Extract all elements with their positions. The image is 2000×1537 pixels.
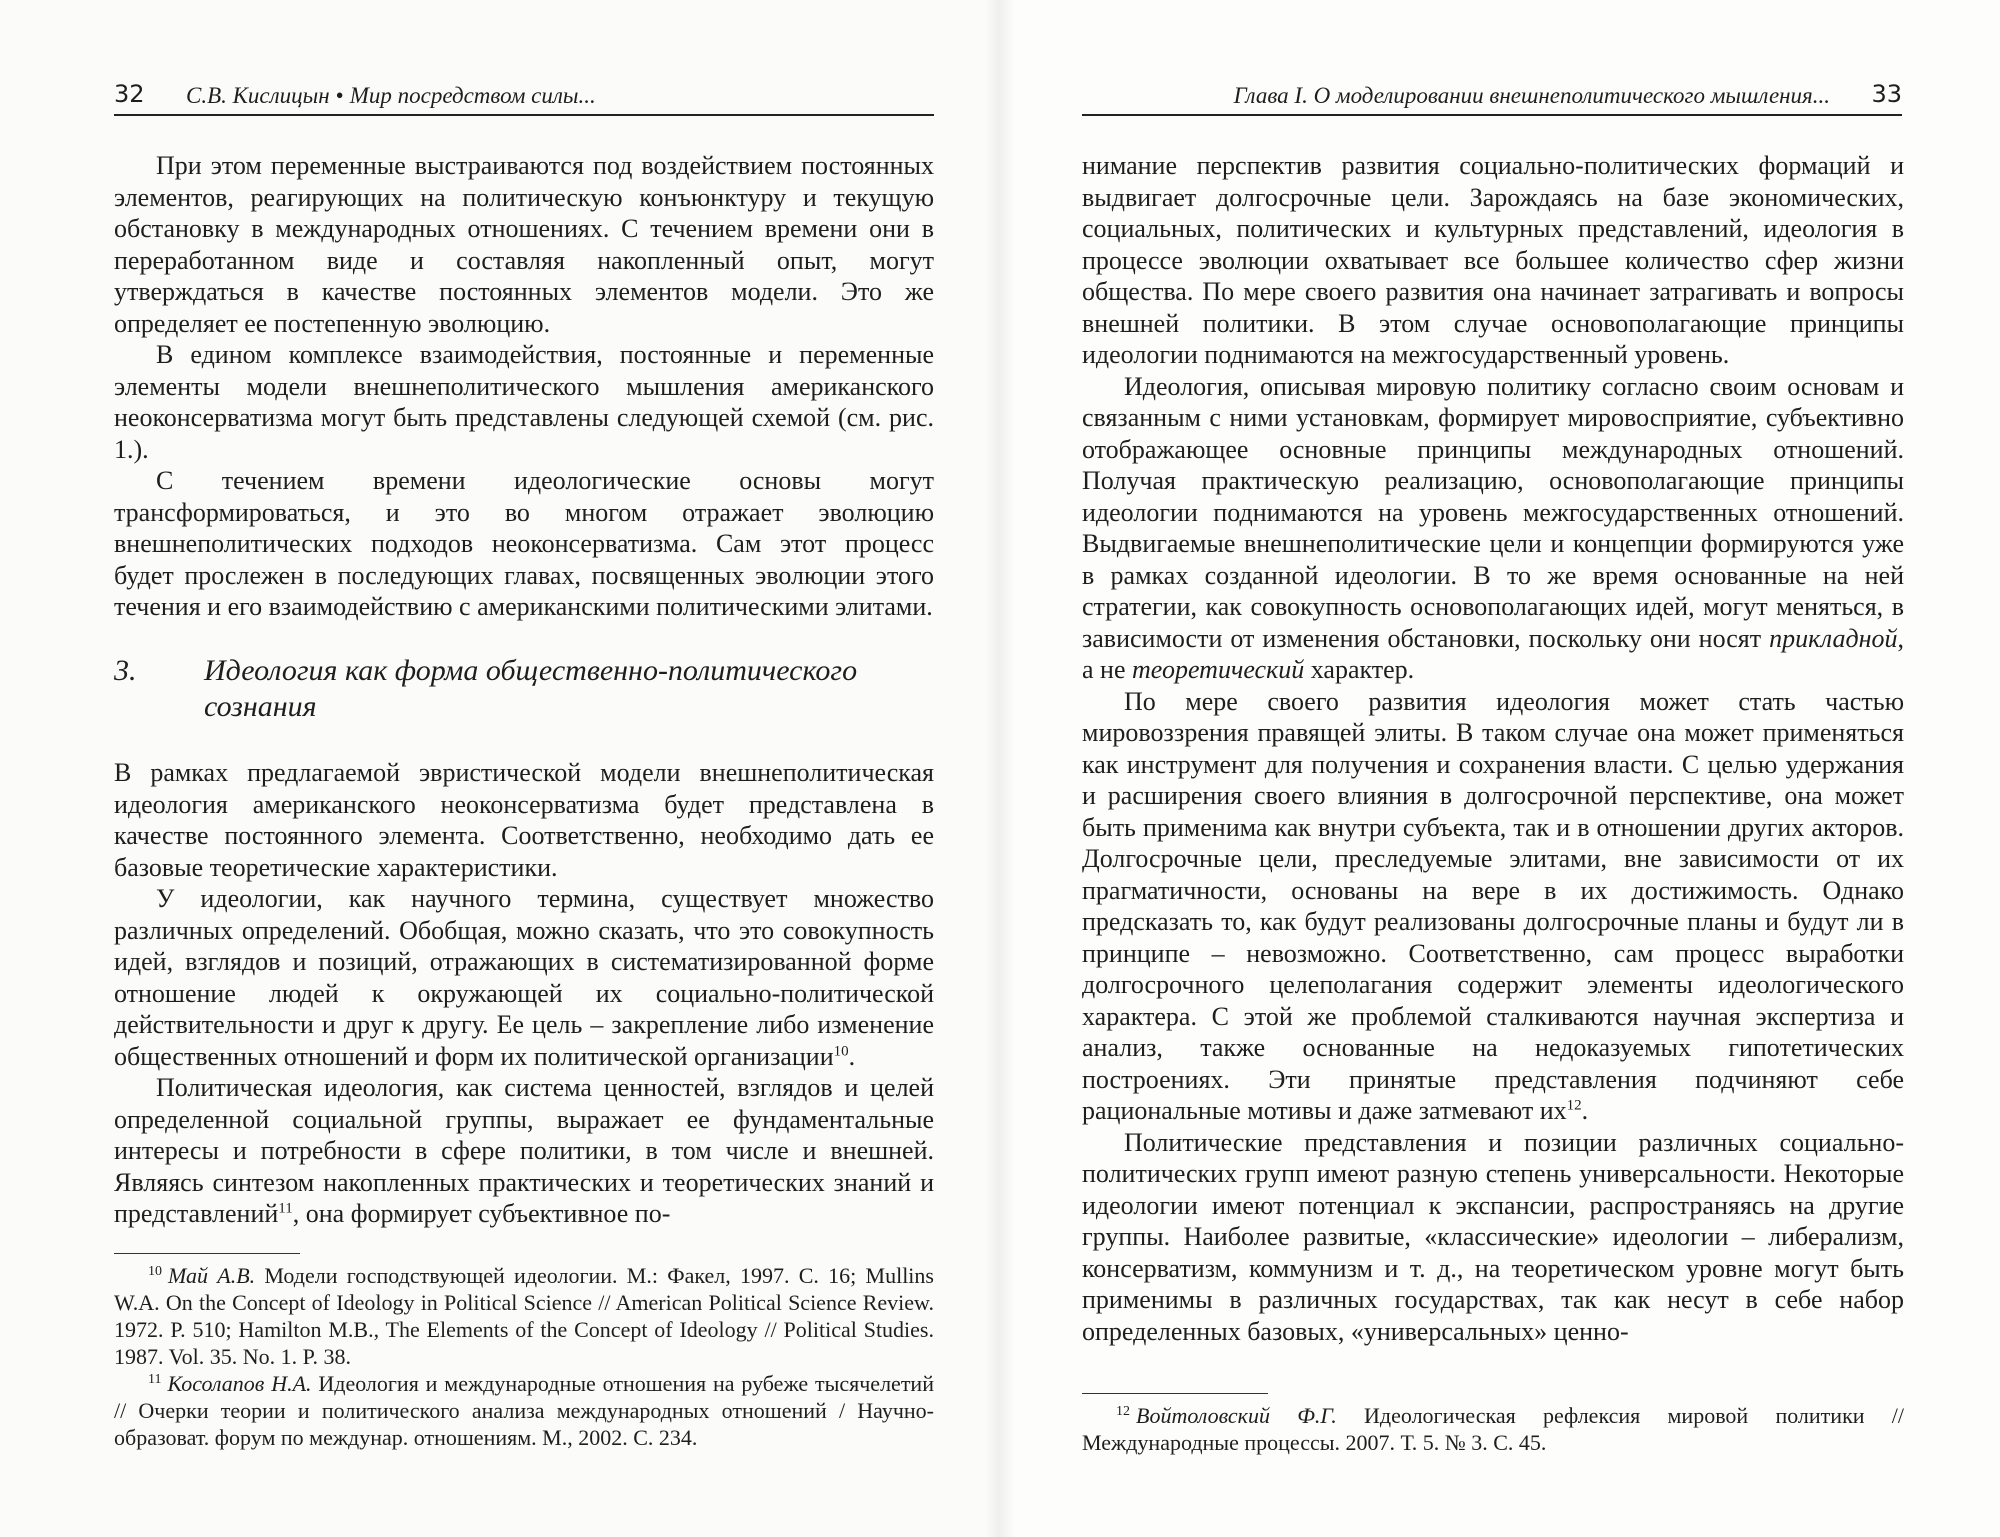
footnote-text: Идеология и международные отношения на рубеже тысячелетий // Очерки теории и политического анализа международных отношений / Научно-образоват. форум по междунар. отношениям. М., 2002. С. 234. — [114, 1371, 934, 1450]
footnote-ref[interactable]: 10 — [833, 1042, 849, 1059]
running-head-book-title: Мир посредством силы... — [349, 83, 596, 108]
section-number: 3. — [114, 654, 137, 687]
left-running-title — [186, 83, 596, 109]
left-footnotes — [114, 1262, 934, 1451]
running-head-bullet: • — [335, 83, 344, 108]
footnote-author: Войтоловский Ф.Г. — [1136, 1403, 1337, 1428]
right-running-title: Глава I. О моделировании внешнеполитического мышления... — [1233, 83, 1830, 108]
left-page-number: 32 — [114, 80, 145, 108]
book-gutter — [985, 0, 1015, 1537]
paragraph: При этом переменные выстраиваются под воздействием постоянных элементов, реагирующих на политическую конъюнктуру и текущую обстановку в международных отношениях. С течением времени они в переработанном виде и составляя накопленный опыт, могут утверждаться в качестве постоянных элементов модели. Это же определяет ее постепенную эволюцию. — [114, 151, 934, 338]
section-heading — [114, 653, 934, 725]
left-top-text — [114, 150, 934, 623]
paragraph: С течением времени идеологические основы могут трансформироваться, и это во многом отражает эволюцию внешнеполитических подходов неоконсерватизма. Сам этот процесс будет прослежен в последующих главах, посвященных эволюции этого течения и его взаимодействию с американскими политическими элитами. — [114, 466, 934, 621]
paragraph: Идеология, описывая мировую политику согласно своим основам и связанным с ними установкам, формирует мировосприятие, субъективно отображающее основные принципы международных отношений. Получая практическую реализацию, основополагающие принципы идеологии поднимаются на уровень межгосударственных отношений. Выдвигаемые внешнеполитические цели и концепции формируются уже в рамках созданной идеологии. В то же время основанные на ней стратегии, как совокупность основополагающих идей, могут меняться, в зависимости от изменения обстановки, поскольку они носят прикладной, а не теоретический характер. — [1082, 371, 1904, 684]
footnote-mark: 12 — [1116, 1403, 1130, 1419]
paragraph: Политические представления и позиции различных социально-политических групп имеют разную степень универсальности. Некоторые идеологии имеют потенциал к экспансии, распространяясь на другие группы. Наиболее развитые, «классические» идеологии – либерализм, консерватизм, коммунизм и т. д., на теоретическом уровне могут быть применимы в различных государствах, так как несут в себе набор определенных базовых, «универсальных» ценно- — [1082, 1127, 1904, 1346]
left-running-header — [114, 80, 934, 116]
right-page-number: 33 — [1871, 80, 1902, 108]
right-page — [1000, 0, 2000, 1537]
footnote-mark: 11 — [148, 1371, 162, 1387]
footnote-ref[interactable]: 11 — [278, 1200, 293, 1217]
footnote-rule — [1082, 1393, 1268, 1394]
emphasis-applied: прикладной — [1769, 623, 1898, 653]
footnote-text: Идеологическая рефлексия мировой политики // Международные процессы. 2007. Т. 5. № 3. С. 45. — [1082, 1403, 1904, 1455]
paragraph: Политическая идеология, как система ценностей, взглядов и целей определенной социальной группы, выражает ее фундаментальные интересы и потребности в сфере политики, в том числе и внешней. Являясь синтезом накопленных практических и теоретических знаний и представлений$^{11}$, она формирует субъективное по- — [114, 1073, 934, 1228]
footnote-ref[interactable]: 12 — [1566, 1097, 1582, 1114]
right-running-header — [1082, 80, 1902, 116]
running-head-author: С.В. Кислицын — [186, 83, 330, 108]
paragraph: нимание перспектив развития социально-политических формаций и выдвигает долгосрочные цели. Зарождаясь на базе экономических, социальных, политических и культурных представлений, идеология в процессе эволюции охватывает все большее количество сфер жизни общества. По мере своего развития она начинает затрагивать и вопросы внешней политики. В этом случае основополагающие принципы идеологии поднимаются на межгосударственный уровень. — [1082, 151, 1904, 369]
section-title: Идеология как форма общественно-политического сознания — [204, 654, 858, 723]
right-footnotes — [1082, 1402, 1904, 1456]
footnote — [114, 1370, 934, 1451]
footnote-author: Май А.В. — [168, 1263, 256, 1288]
emphasis-theoretical: теоретический — [1132, 655, 1305, 684]
left-section-text — [114, 757, 934, 1230]
footnote-mark: 10 — [148, 1263, 162, 1279]
paragraph: В едином комплексе взаимодействия, постоянные и переменные элементы модели внешнеполитического мышления американского неоконсерватизма могут быть представлены следующей схемой (см. рис. 1.). — [114, 340, 934, 464]
footnote-text: Модели господствующей идеологии. М.: Факел, 1997. С. 16; Mullins W.A. On the Concept of Ideology in Political Science // American Political Science Review. 1972. P. 510; Hamilton M.B., The Elements of the Concept of Ideology // Political Studies. 1987. Vol. 35. No. 1. P. 38. — [114, 1263, 934, 1369]
footnote-rule — [114, 1253, 300, 1254]
right-text — [1082, 150, 1904, 1347]
footnote-author: Косолапов Н.А. — [167, 1371, 312, 1396]
section-intro-paragraph: В рамках предлагаемой эвристической модели внешнеполитическая идеология американского неоконсерватизма будет представлена в качестве постоянного элемента. Соответственно, необходимо дать ее базовые теоретические характеристики. — [114, 758, 934, 882]
footnote — [1082, 1402, 1904, 1456]
paragraph: По мере своего развития идеология может стать частью мировоззрения правящей элиты. В таком случае она может применяться как инструмент для получения и сохранения власти. С целью удержания и расширения своего влияния в долгосрочной перспективе, она может быть применима как внутри субъекта, так и в отношении других акторов. Долгосрочные цели, преследуемые элитами, вне зависимости от их прагматичности, основаны на вере в их достижимость. Однако предсказать то, как будут реализованы долгосрочные планы и будут ли в принципе – невозможно. Соответственно, сам процесс выработки долгосрочного целеполагания содержит элементы идеологического характера. С этой же проблемой сталкиваются научная экспертиза и анализ, также основанные на недоказуемых гипотетических построениях. Эти принятые представления подчиняют себе рациональные мотивы и даже затмевают $их^{12}$. — [1082, 686, 1904, 1125]
footnote — [114, 1262, 934, 1370]
paragraph: У идеологии, как научного термина, существует множество различных определений. Обобщая, можно сказать, что это совокупность идей, взглядов и позиций, отражающих в систематизированной форме отношение людей к окружающей их социально-политической действительности и друг к другу. Ее цель – закрепление либо изменение общественных отношений и форм их политической организации$^{10}$. — [114, 884, 934, 1071]
